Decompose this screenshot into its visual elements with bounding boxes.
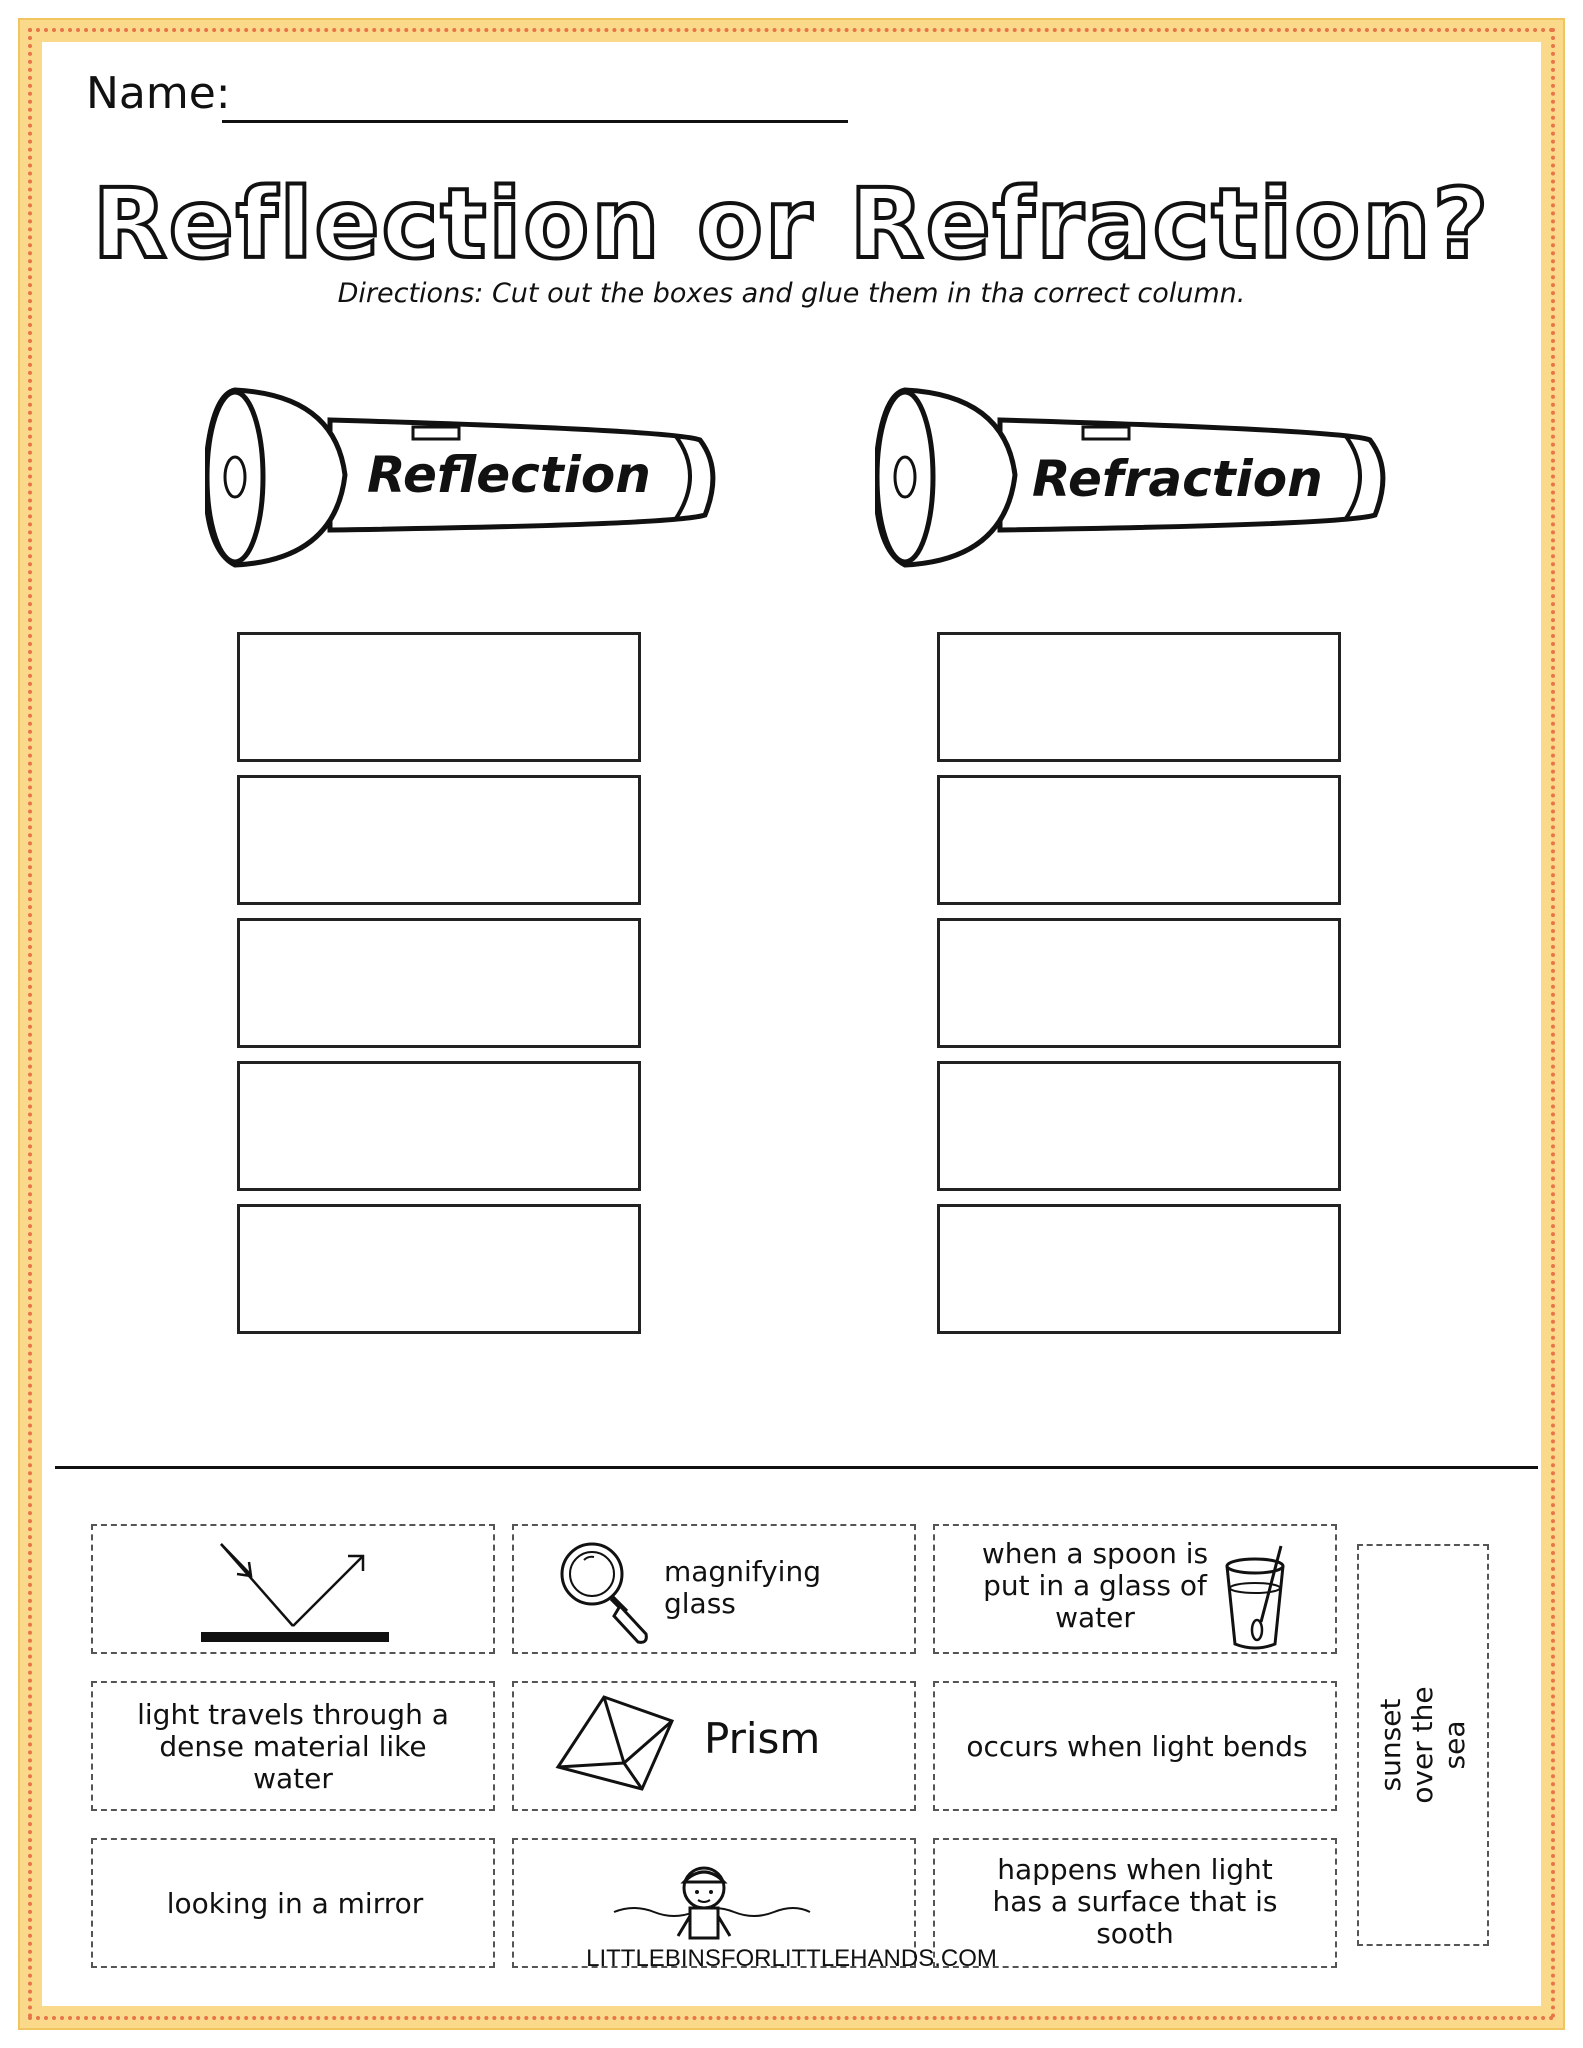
- card-text-mirror: looking in a mirror: [166, 1887, 424, 1920]
- card-text-prism: Prism: [704, 1714, 821, 1763]
- cutout-card[interactable]: [91, 1681, 495, 1811]
- cut-divider-line: [55, 1466, 1538, 1469]
- cutout-card[interactable]: [91, 1524, 495, 1654]
- column-label-refraction: Refraction: [1032, 450, 1323, 508]
- reflection-answer-slot[interactable]: [237, 918, 641, 1048]
- reflection-diagram-icon: [93, 1526, 497, 1656]
- reflection-answer-slot[interactable]: [237, 775, 641, 905]
- cutout-card[interactable]: [512, 1681, 916, 1811]
- refraction-answer-slot[interactable]: [937, 632, 1341, 762]
- name-line: [222, 120, 848, 123]
- card-text-sunset-wrapper: [1357, 1544, 1489, 1946]
- refraction-answer-slot[interactable]: [937, 1061, 1341, 1191]
- refraction-answer-slot[interactable]: [937, 918, 1341, 1048]
- card-text-spoon-in-water: when a spoon is put in a glass of water: [981, 1537, 1209, 1634]
- refraction-answer-slot[interactable]: [937, 1204, 1341, 1334]
- reflection-answer-slot[interactable]: [237, 1061, 641, 1191]
- glass-of-water-icon: [935, 1526, 1339, 1656]
- reflection-answer-slot[interactable]: [237, 1204, 641, 1334]
- refraction-answer-slot[interactable]: [937, 775, 1341, 905]
- cutout-card[interactable]: [933, 1681, 1337, 1811]
- column-label-reflection: Reflection: [367, 446, 651, 504]
- name-label: Name:: [86, 68, 231, 119]
- cutout-card[interactable]: [933, 1524, 1337, 1654]
- card-text-sunset: sunset over the sea: [1374, 1686, 1471, 1804]
- card-text-magnifying-glass: magnifying glass: [664, 1555, 821, 1620]
- card-text-light-dense-material: light travels through a dense material like water: [137, 1698, 449, 1795]
- card-text-smooth-surface: happens when light has a surface that is sooth: [992, 1853, 1278, 1950]
- reflection-answer-slot[interactable]: [237, 632, 641, 762]
- directions-text: Directions: Cut out the boxes and glue them in tha correct column.: [337, 278, 1246, 309]
- cutout-card[interactable]: [512, 1524, 916, 1654]
- worksheet-title: Reflection or Refraction?: [92, 168, 1491, 280]
- site-footer: LITTLEBINSFORLITTLEHANDS.COM: [586, 1945, 997, 1972]
- card-text-light-bends: occurs when light bends: [966, 1730, 1308, 1763]
